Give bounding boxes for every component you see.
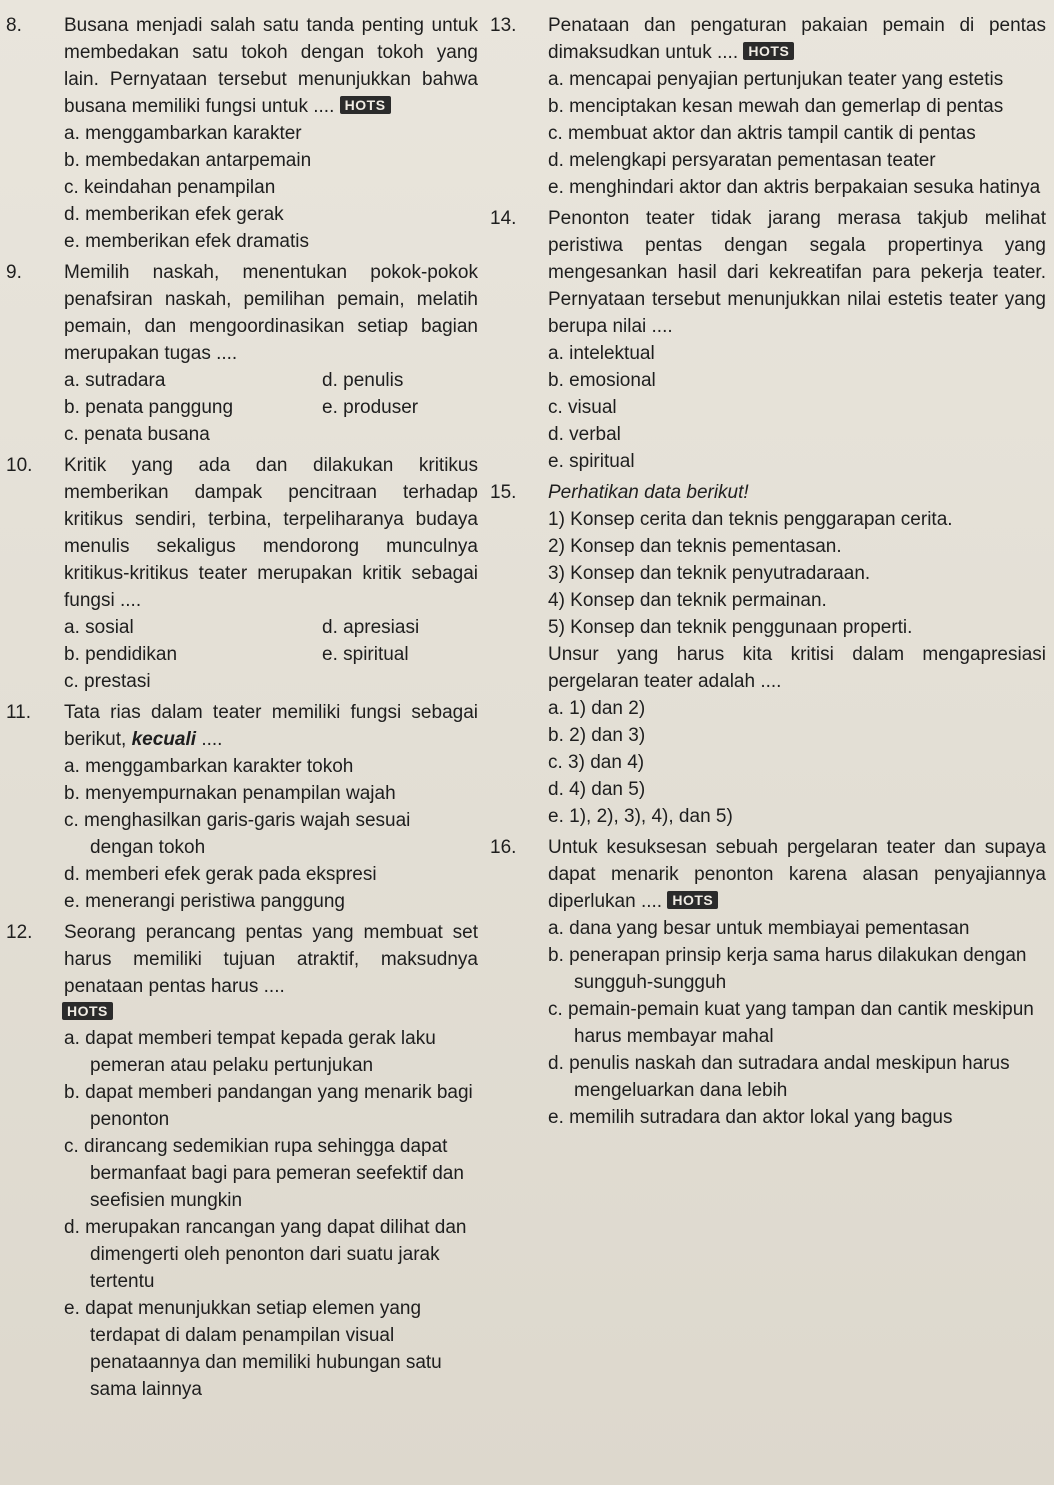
option-e: e. memilih sutradara dan aktor lokal yang bagus — [548, 1107, 953, 1128]
question-9 — [6, 259, 478, 448]
option-a: a. intelektual — [548, 343, 655, 364]
options-list — [548, 915, 1046, 1131]
option-a: a. sosial — [64, 617, 134, 638]
stem-ellipsis: .... — [201, 729, 223, 750]
question-15 — [490, 479, 1046, 830]
question-number: 10. — [6, 455, 33, 476]
options-list — [548, 340, 1046, 475]
options-list — [64, 120, 478, 255]
option-b: b. 2) dan 3) — [548, 725, 646, 746]
option-d: d. merupakan rancangan yang dapat dilihat dan dimengerti oleh penonton dari suatu jarak tertentu — [64, 1217, 467, 1292]
question-14 — [490, 205, 1046, 475]
option-d: d. verbal — [548, 424, 621, 445]
question-10 — [6, 452, 478, 695]
option-b: b. dapat memberi pandangan yang menarik bagi penonton — [64, 1082, 473, 1130]
question-number: 13. — [490, 15, 517, 36]
hots-badge: HOTS — [62, 1002, 113, 1020]
option-a: a. menggambarkan karakter — [64, 123, 302, 144]
stem-text: Penataan dan pengaturan pakaian pemain di pentas dimaksudkan untuk .... — [548, 15, 1046, 63]
data-item-4: 4) Konsep dan teknik permainan. — [548, 590, 827, 611]
option-c: c. visual — [548, 397, 617, 418]
option-c: c. pemain-pemain kuat yang tampan dan cantik meskipun harus membayar mahal — [548, 999, 1034, 1047]
data-item-3: 3) Konsep dan teknik penyutradaraan. — [548, 563, 871, 584]
option-d: d. penulis — [322, 370, 404, 391]
option-b: b. membedakan antarpemain — [64, 150, 312, 171]
question-12 — [6, 919, 478, 1403]
hots-badge: HOTS — [340, 96, 391, 114]
option-d: d. 4) dan 5) — [548, 779, 646, 800]
option-a: a. mencapai penyajian pertunjukan teater yang estetis — [548, 69, 1004, 90]
option-c: c. dirancang sedemikian rupa sehingga dapat bermanfaat bagi para pemeran seefektif dan seefisien mungkin — [64, 1136, 464, 1211]
option-e: e. dapat menunjukkan setiap elemen yang terdapat di dalam penampilan visual penataannya dan memiliki hubungan satu sama lainnya — [64, 1298, 442, 1400]
question-stem: Memilih naskah, menentukan pokok-pokok penafsiran naskah, pemilihan pemain, melatih pemain, dan mengoordinasikan setiap bagian merupakan tugas .... — [64, 262, 478, 364]
question-stem — [548, 834, 1046, 915]
option-row — [64, 367, 478, 394]
question-8 — [6, 12, 478, 255]
stem-text: Tata rias dalam teater memiliki fungsi sebagai berikut, — [64, 702, 478, 750]
question-stem — [548, 12, 1046, 66]
option-c: c. 3) dan 4) — [548, 752, 645, 773]
hots-badge: HOTS — [743, 42, 794, 60]
options-list — [64, 614, 478, 695]
left-column — [6, 12, 478, 1403]
options-list — [64, 367, 478, 448]
option-e: e. produser — [322, 397, 419, 418]
option-b: b. menciptakan kesan mewah dan gemerlap di pentas — [548, 96, 1004, 117]
option-e: e. spiritual — [322, 644, 409, 665]
question-stem: Kritik yang ada dan dilakukan kritikus memberikan dampak pencitraan terhadap kritikus sendiri, terbina, terpeliharanya budaya menulis sekaligus mendorong munculnya kritikus-kritikus teater merupakan kritik sebagai fungsi .... — [64, 455, 478, 611]
data-list — [548, 506, 1046, 641]
option-d: d. apresiasi — [322, 617, 420, 638]
option-d: d. melengkapi persyaratan pementasan teater — [548, 150, 936, 171]
data-item-5: 5) Konsep dan teknik penggunaan properti. — [548, 617, 913, 638]
option-row — [64, 394, 478, 421]
question-11 — [6, 699, 478, 915]
question-stem: Seorang perancang pentas yang membuat set harus memiliki tujuan atraktif, maksudnya penataan pentas harus .... — [64, 922, 478, 997]
option-row — [64, 641, 478, 668]
options-list — [64, 753, 478, 915]
stem-emphasis: kecuali — [131, 729, 197, 750]
question-stem: Penonton teater tidak jarang merasa takjub melihat peristiwa pentas dengan segala propertinya yang mengesankan hasil dari kekreatifan para pekerja teater. Pernyataan tersebut menunjukkan nilai estetis teater yang berupa nilai .... — [548, 208, 1046, 337]
question-number: 9. — [6, 262, 22, 283]
options-list — [548, 695, 1046, 830]
question-13 — [490, 12, 1046, 201]
options-list — [64, 1025, 478, 1403]
option-e: e. memberikan efek dramatis — [64, 231, 309, 252]
option-d: d. memberi efek gerak pada ekspresi — [64, 864, 377, 885]
option-a: a. dana yang besar untuk membiayai pementasan — [548, 918, 970, 939]
option-b: b. penerapan prinsip kerja sama harus dilakukan dengan sungguh-sungguh — [548, 945, 1027, 993]
option-c: c. membuat aktor dan aktris tampil cantik di pentas — [548, 123, 976, 144]
option-row — [64, 614, 478, 641]
hots-badge-row — [62, 1002, 478, 1023]
question-number: 16. — [490, 837, 517, 858]
question-number: 8. — [6, 15, 22, 36]
question-intro: Perhatikan data berikut! — [548, 482, 749, 503]
data-item-1: 1) Konsep cerita dan teknis penggarapan cerita. — [548, 509, 953, 530]
option-b: b. penata panggung — [64, 397, 234, 418]
question-number: 14. — [490, 208, 517, 229]
option-d: d. memberikan efek gerak — [64, 204, 284, 225]
options-list — [548, 66, 1046, 201]
question-stem — [64, 12, 478, 120]
option-d: d. penulis naskah dan sutradara andal meskipun harus mengeluarkan dana lebih — [548, 1053, 1010, 1101]
option-c: c. menghasilkan garis-garis wajah sesuai dengan tokoh — [64, 810, 411, 858]
stem-text: Untuk kesuksesan sebuah pergelaran teater dan supaya dapat menarik penonton karena alasan penyajiannya diperlukan .... — [548, 837, 1046, 912]
question-number: 15. — [490, 482, 517, 503]
option-e: e. 1), 2), 3), 4), dan 5) — [548, 806, 733, 827]
question-stem — [64, 699, 478, 753]
right-column — [490, 12, 1046, 1131]
hots-badge: HOTS — [667, 891, 718, 909]
question-number: 12. — [6, 922, 33, 943]
question-stem: Unsur yang harus kita kritisi dalam mengapresiasi pergelaran teater adalah .... — [548, 644, 1046, 692]
option-c: c. prestasi — [64, 671, 151, 692]
option-a: a. sutradara — [64, 370, 166, 391]
stem-text: Busana menjadi salah satu tanda penting untuk membedakan satu tokoh dengan tokoh yang lain. Pernyataan tersebut menunjukkan bahwa busana memiliki fungsi untuk .... — [64, 15, 478, 117]
option-b: b. menyempurnakan penampilan wajah — [64, 783, 396, 804]
option-b: b. emosional — [548, 370, 656, 391]
option-e: e. menghindari aktor dan aktris berpakaian sesuka hatinya — [548, 177, 1041, 198]
option-a: a. 1) dan 2) — [548, 698, 646, 719]
option-e: e. spiritual — [548, 451, 635, 472]
option-a: a. dapat memberi tempat kepada gerak laku pemeran atau pelaku pertunjukan — [64, 1028, 436, 1076]
option-e: e. menerangi peristiwa panggung — [64, 891, 345, 912]
question-number: 11. — [6, 702, 32, 723]
question-16 — [490, 834, 1046, 1131]
data-item-2: 2) Konsep dan teknis pementasan. — [548, 536, 842, 557]
option-a: a. menggambarkan karakter tokoh — [64, 756, 354, 777]
option-b: b. pendidikan — [64, 644, 178, 665]
option-c: c. keindahan penampilan — [64, 177, 276, 198]
option-c: c. penata busana — [64, 424, 210, 445]
